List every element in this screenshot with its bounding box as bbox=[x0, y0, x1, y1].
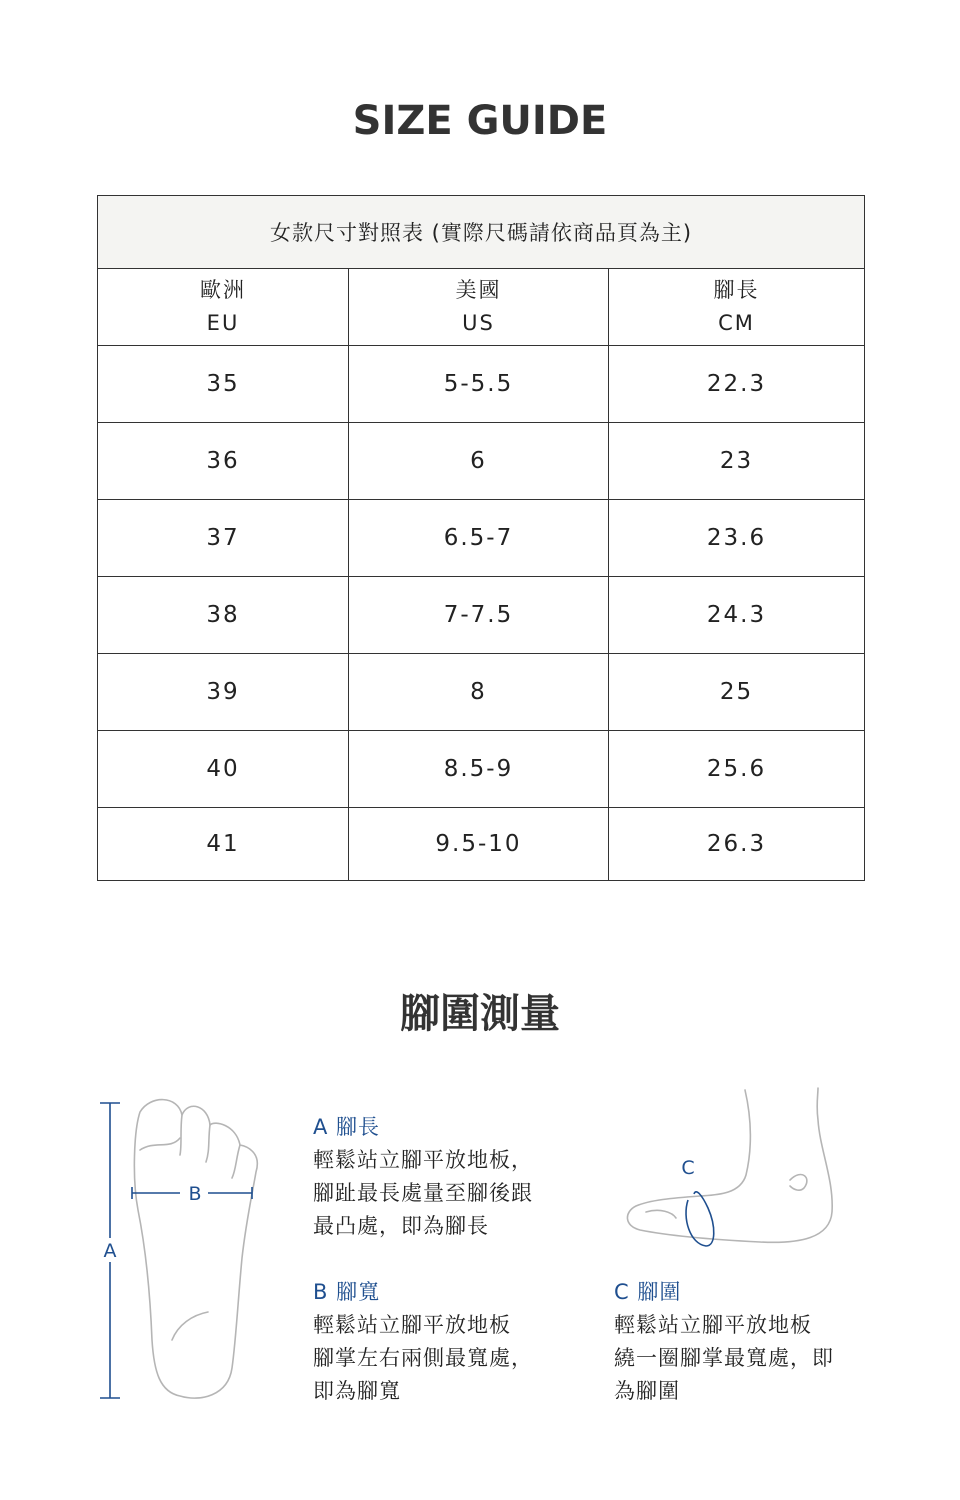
measure-c-line: 為腳圍 bbox=[614, 1379, 680, 1403]
header-us-zh: 美國 bbox=[455, 278, 502, 302]
measure-b-line: 輕鬆站立腳平放地板 bbox=[313, 1313, 511, 1337]
measure-c-line: 輕鬆站立腳平放地板 bbox=[614, 1313, 812, 1337]
cell-cm: 22.3 bbox=[609, 346, 865, 423]
header-eu-en: EU bbox=[206, 311, 240, 335]
cell-eu: 35 bbox=[98, 346, 349, 423]
measure-b-label: B 腳寬 bbox=[313, 1280, 381, 1304]
cell-cm: 24.3 bbox=[609, 577, 865, 654]
label-a: A bbox=[103, 1240, 117, 1262]
cell-cm: 23.6 bbox=[609, 500, 865, 577]
cell-eu: 41 bbox=[98, 808, 349, 881]
label-c: C bbox=[681, 1157, 695, 1179]
cell-cm: 26.3 bbox=[609, 808, 865, 881]
cell-cm: 25 bbox=[609, 654, 865, 731]
measure-a-line: 腳趾最長處量至腳後跟 bbox=[313, 1181, 533, 1205]
cell-us: 5-5.5 bbox=[349, 346, 609, 423]
header-cm-zh: 腳長 bbox=[713, 278, 760, 302]
measure-c-label: C 腳圍 bbox=[614, 1280, 682, 1304]
measure-b-line: 即為腳寬 bbox=[313, 1379, 401, 1403]
cell-us: 6.5-7 bbox=[349, 500, 609, 577]
cell-us: 9.5-10 bbox=[349, 808, 609, 881]
measure-c-line: 繞一圈腳掌最寬處，即 bbox=[614, 1346, 834, 1370]
measure-b-line: 腳掌左右兩側最寬處， bbox=[313, 1346, 533, 1370]
cell-us: 6 bbox=[349, 423, 609, 500]
cell-eu: 38 bbox=[98, 577, 349, 654]
measure-a-label: A 腳長 bbox=[313, 1115, 381, 1139]
cell-us: 7-7.5 bbox=[349, 577, 609, 654]
cell-eu: 37 bbox=[98, 500, 349, 577]
header-us-en: US bbox=[462, 311, 495, 335]
header-eu-zh: 歐洲 bbox=[200, 278, 246, 302]
measure-section-title: 腳圍測量 bbox=[400, 991, 560, 1037]
label-b: B bbox=[188, 1183, 202, 1205]
cell-eu: 40 bbox=[98, 731, 349, 808]
measure-c-description bbox=[614, 1276, 834, 1408]
table-caption: 女款尺寸對照表 (實際尺碼請依商品頁為主) bbox=[98, 196, 865, 269]
measure-a-description bbox=[313, 1111, 533, 1243]
foot-side-illustration bbox=[627, 1088, 832, 1242]
cell-eu: 36 bbox=[98, 423, 349, 500]
cell-cm: 23 bbox=[609, 423, 865, 500]
cell-cm: 25.6 bbox=[609, 731, 865, 808]
cell-eu: 39 bbox=[98, 654, 349, 731]
cell-us: 8.5-9 bbox=[349, 731, 609, 808]
foot-sole-illustration bbox=[134, 1100, 257, 1399]
cell-us: 8 bbox=[349, 654, 609, 731]
header-cm-en: CM bbox=[718, 311, 755, 335]
measure-a-line: 最凸處，即為腳長 bbox=[313, 1214, 489, 1238]
page-title: SIZE GUIDE bbox=[352, 98, 608, 144]
measure-a-line: 輕鬆站立腳平放地板， bbox=[313, 1148, 533, 1172]
measure-b-description bbox=[313, 1276, 533, 1408]
